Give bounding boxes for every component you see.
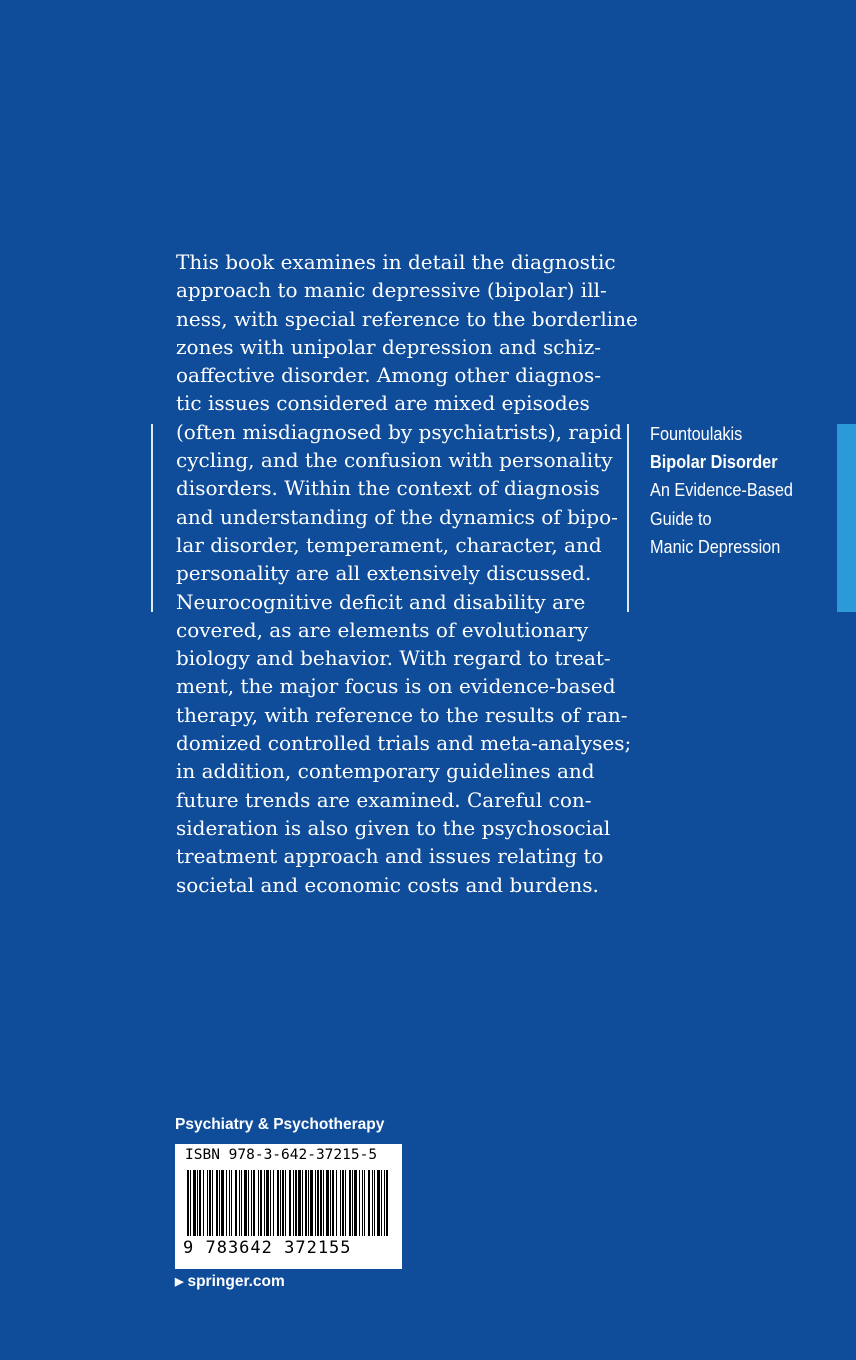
description-line: future trends are examined. Careful con- [176,787,592,812]
barcode-bar [193,1170,196,1236]
barcode-bar [229,1170,230,1236]
barcode-bar [264,1170,265,1236]
barcode-bar [258,1170,259,1236]
description-line: and understanding of the dynamics of bipo- [176,504,618,529]
website-text: springer.com [187,1273,285,1290]
barcode-bar [270,1170,271,1236]
barcode-bar [207,1170,208,1236]
description-line: lar disorder, temperament, character, and [176,532,602,557]
barcode-bar [293,1170,294,1236]
barcode-bar [342,1170,344,1236]
barcode-bar [332,1170,334,1236]
description-line: treatment approach and issues relating to [176,844,604,869]
barcode-bar [315,1170,316,1236]
barcode-bar [368,1170,370,1236]
barcode-bar [349,1170,351,1236]
right-divider-rule [627,424,629,612]
description-line: disorders. Within the context of diagnosis [176,476,600,501]
barcode-bar [226,1170,227,1236]
isbn-box [175,1144,402,1269]
barcode-bar [302,1170,303,1236]
barcode-bar [289,1170,291,1236]
description-line: ness, with special reference to the borderline [176,306,638,331]
spine-accent-bar [837,424,856,612]
barcode-bar [354,1170,357,1236]
author-name: Fountoulakis [650,423,743,444]
barcode-bar [381,1170,382,1236]
barcode-bar [298,1170,301,1236]
arrow-right-icon: ▶ [175,1276,184,1288]
description-line: cycling, and the confusion with personality [176,448,613,473]
description-line: covered, as are elements of evolutionary [176,617,589,642]
barcode-bar [231,1170,232,1236]
barcode-bar [386,1170,388,1236]
barcode-bar [251,1170,252,1236]
barcode-bar [336,1170,337,1236]
barcode-bar [364,1170,365,1236]
barcode-bar [352,1170,353,1236]
barcode-bar [239,1170,240,1236]
barcode-bar [345,1170,346,1236]
description-line: sideration is also given to the psychosocial [176,815,611,840]
barcode-icon [187,1170,390,1236]
isbn-label: ISBN 978-3-642-37215-5 [185,1147,378,1163]
website-link[interactable] [175,1273,285,1291]
barcode-bar [330,1170,331,1236]
barcode-bar [241,1170,242,1236]
barcode-bar [326,1170,329,1236]
subtitle-line: Guide to [650,507,712,529]
description-line: personality are all extensively discussed. [176,561,592,586]
barcode-bar [285,1170,286,1236]
barcode-bar [248,1170,249,1236]
barcode-bar [199,1170,201,1236]
description-line: oaffective disorder. Among other diagnos- [176,363,601,388]
left-divider-rule [151,424,153,612]
series-name: Psychiatry & Psychotherapy [175,1116,385,1133]
subtitle-line: Manic Depression [650,535,781,557]
description-line: This book examines in detail the diagnostic [176,250,616,274]
barcode-bar [340,1170,341,1236]
barcode-bar [221,1170,224,1236]
barcode-bar [305,1170,307,1236]
barcode-bar [187,1170,189,1236]
description-line: zones with unipolar depression and schiz- [176,334,601,359]
description-line: tic issues considered are mixed episodes [176,391,590,416]
subtitle-line: An Evidence-Based [650,479,793,501]
barcode-bar [362,1170,363,1236]
description-line: therapy, with reference to the results of ran- [176,702,628,727]
description-line: biology and behavior. With regard to treat- [176,646,611,671]
barcode-bar [253,1170,255,1236]
description-line: approach to manic depressive (bipolar) ill- [176,278,607,303]
barcode-bar [244,1170,247,1236]
description-line: Neurocognitive deficit and disability are [176,589,586,614]
barcode-digits: 9 783642 372155 [183,1238,352,1258]
barcode-bar [273,1170,274,1236]
barcode-bar [190,1170,191,1236]
barcode-bar [235,1170,237,1236]
barcode-bar [295,1170,297,1236]
barcode-bar [377,1170,380,1236]
barcode-bar [308,1170,309,1236]
description-line: domized controlled trials and meta-analyses; [176,731,632,756]
barcode-bar [282,1170,284,1236]
barcode-bar [384,1170,385,1236]
book-description [176,248,638,899]
barcode-bar [323,1170,324,1236]
barcode-bar [310,1170,313,1236]
barcode-bar [277,1170,279,1236]
description-line: (often misdiagnosed by psychiatrists), rapid [176,419,622,444]
description-line: ment, the major focus is on evidence-based [176,674,616,699]
barcode-bar [374,1170,375,1236]
barcode-bar [209,1170,211,1236]
barcode-bar [219,1170,220,1236]
barcode-bar [203,1170,204,1236]
barcode-bar [359,1170,360,1236]
barcode-bar [212,1170,213,1236]
barcode-bar [266,1170,269,1236]
barcode-bar [372,1170,373,1236]
barcode-bar [197,1170,198,1236]
barcode-bar [320,1170,322,1236]
book-title: Bipolar Disorder [650,451,778,473]
barcode-bar [317,1170,319,1236]
barcode-bar [260,1170,262,1236]
barcode-bar [280,1170,281,1236]
title-block [650,420,808,561]
barcode-bar [216,1170,218,1236]
description-line: societal and economic costs and burdens. [176,872,599,897]
description-line: in addition, contemporary guidelines and [176,759,595,784]
